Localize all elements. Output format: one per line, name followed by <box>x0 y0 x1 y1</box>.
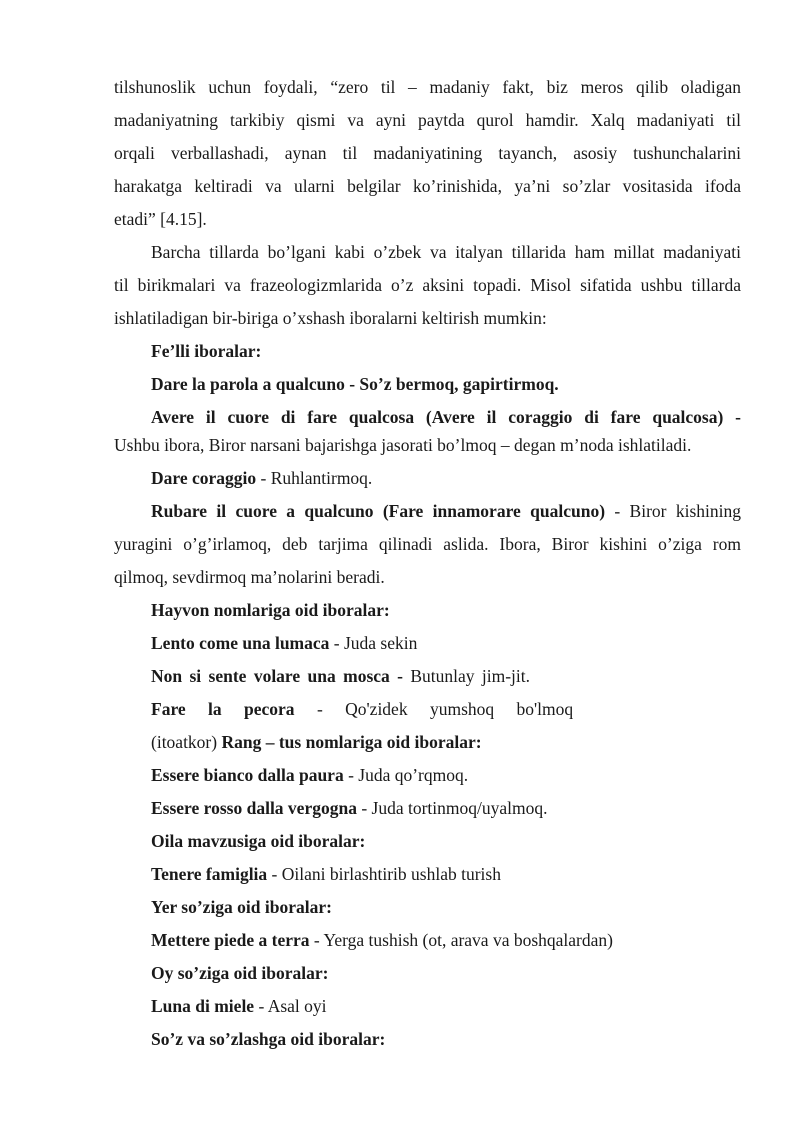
paragraph-line: orqali verballashadi, aynan til madaniyatining tayanch, asosiy tushunchalarini <box>114 143 741 163</box>
paragraph-line: Ushbu ibora, Biror narsani bajarishga jasorati bo’lmoq – degan m’noda ishlatiladi. <box>114 435 692 455</box>
idiom-entry: Tenere famiglia - Oilani birlashtirib ushlab turish <box>151 864 501 884</box>
idiom-entry: Dare coraggio - Ruhlantirmoq. <box>151 468 373 488</box>
idiom-entry: Dare la parola a qualcuno - So’z bermoq, gapirtirmoq. <box>151 374 559 394</box>
section-heading: Oy so’ziga oid iboralar: <box>151 963 329 983</box>
paragraph-line: etadi” [4.15]. <box>114 209 207 229</box>
section-heading: Yer so’ziga oid iboralar: <box>151 897 332 917</box>
paragraph-line: tilshunoslik uchun foydali, “zero til – madaniy fakt, biz meros qilib oladigan <box>114 77 741 97</box>
section-heading: So’z va so’zlashga oid iboralar: <box>151 1029 386 1049</box>
idiom-entry: Essere bianco dalla paura - Juda qo’rqmoq. <box>151 765 469 785</box>
idiom-entry: Luna di miele - Asal oyi <box>151 996 327 1016</box>
paragraph-line: qilmoq, sevdirmoq ma’nolarini beradi. <box>114 567 385 587</box>
section-heading: Hayvon nomlariga oid iboralar: <box>151 600 390 620</box>
section-heading: Fe’lli iboralar: <box>151 341 262 361</box>
idiom-entry: Essere rosso dalla vergogna - Juda tortinmoq/uyalmoq. <box>151 798 548 818</box>
paragraph-line: til birikmalari va frazeologizmlarida o’z aksini topadi. Misol sifatida ushbu tillarda <box>114 275 741 295</box>
paragraph-line: ishlatiladigan bir-biriga o’xshash iboralarni keltirish mumkin: <box>114 308 547 328</box>
idiom-entry: Avere il cuore di fare qualcosa (Avere il coraggio di fare qualcosa) - <box>151 407 741 427</box>
paragraph-line: harakatga keltiradi va ularni belgilar ko’rinishida, ya’ni so’zlar vositasida ifoda <box>114 176 741 196</box>
idiom-entry: Non si sente volare una mosca - Butunlay jim-jit. <box>151 666 531 686</box>
idiom-entry: (itoatkor) Rang – tus nomlariga oid iboralar: <box>151 732 482 752</box>
paragraph-line: madaniyatning tarkibiy qismi va ayni paytda qurol hamdir. Xalq madaniyati til <box>114 110 741 130</box>
paragraph-line: Barcha tillarda bo’lgani kabi o’zbek va italyan tillarida ham millat madaniyati <box>151 242 741 262</box>
paragraph-line: yuragini o’g’irlamoq, deb tarjima qilinadi aslida. Ibora, Biror kishini o’ziga rom <box>114 534 741 554</box>
idiom-entry: Mettere piede a terra - Yerga tushish (ot, arava va boshqalardan) <box>151 930 613 950</box>
idiom-entry: Fare la pecora - Qo'zidek yumshoq bo'lmoq <box>151 699 574 719</box>
idiom-entry: Rubare il cuore a qualcuno (Fare innamorare qualcuno) - Biror kishining <box>151 501 741 521</box>
section-heading: Oila mavzusiga oid iboralar: <box>151 831 366 851</box>
idiom-entry: Lento come una lumaca - Juda sekin <box>151 633 418 653</box>
